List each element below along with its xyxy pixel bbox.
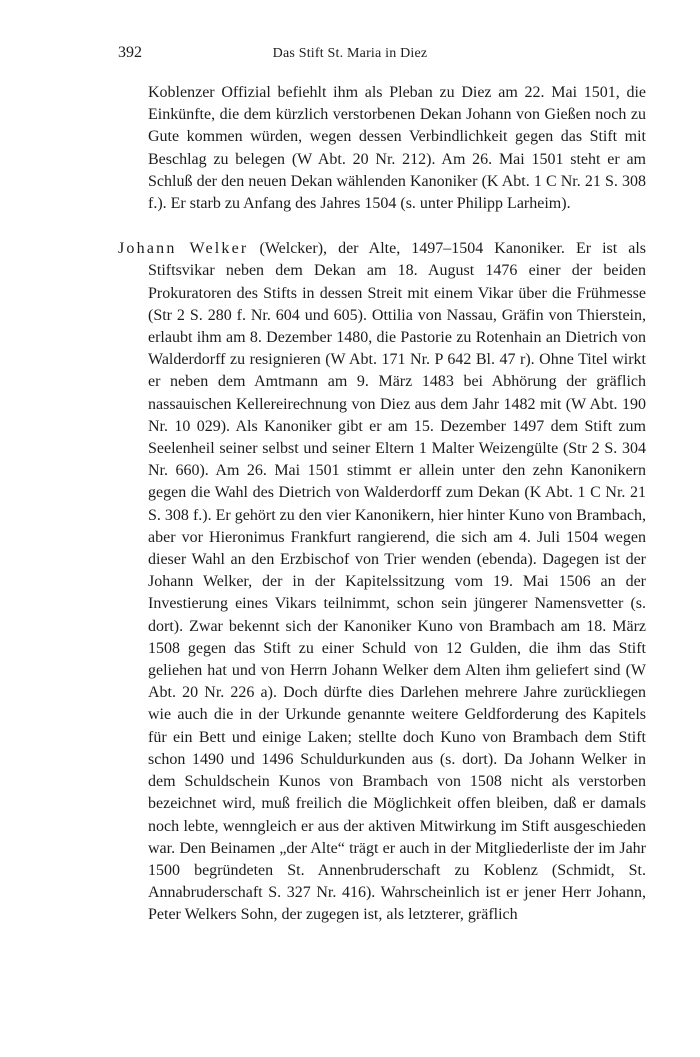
page-number: 392 <box>118 44 142 61</box>
entry-text: (Welcker), der Alte, 1497–1504 Kanoniker. Er ist als Stiftsvikar neben dem Dekan am 18. August 1476 einer der beiden Prokuratoren des Stifts in dessen Streit mit einem Vikar über die Frühmesse (Str 2 S. 280 f. Nr. 604 und 605). Ottilia von Nassau, Gräfin von Thierstein, erlaubt ihm am 8. Dezember 1480, die Pastorie zu Rotenhain an Dietrich von Walderdorff zu resignieren (W Abt. 171 Nr. P 642 Bl. 47 r). Ohne Titel wirkt er neben dem Amtmann am 9. März 1483 bei Abhörung der gräflich nassauischen Kellereirechnung von Diez aus dem Jahr 1482 mit (W Abt. 190 Nr. 10 029). Als Kanoniker gibt er am 15. Dezember 1497 dem Stift zum Seelenheil seiner selbst und seiner Eltern 1 Malter Weizengülte (Str 2 S. 304 Nr. 660). Am 26. Mai 1501 stimmt er allein unter den zehn Kanonikern gegen die Wahl des Dietrich von Walderdorff zum Dekan (K Abt. 1 C Nr. 21 S. 308 f.). Er gehört zu den vier Kanonikern, hier hinter Kuno von Brambach, aber vor Hieronimus Frankfurt rangierend, die sich am 4. Juli 1504 wegen dieser Wahl an den Erzbischof von Trier wenden (ebenda). Dagegen ist der Johann Welker, der in der Kapitelssitzung vom 19. Mai 1506 an der Investierung eines Vikars teilnimmt, schon sein jüngerer Namensvetter (s. dort). Zwar bekennt sich der Kanoniker Kuno von Brambach am 18. März 1508 gegen das Stift zu einer Schuld von 12 Gulden, die ihm das Stift geliehen hat und von Herrn Johann Welker dem Alten ihm geliefert sind (W Abt. 20 Nr. 226 a). Doch dürfte dies Darlehen mehrere Jahre zurückliegen wie auch die in der Urkunde genannte weitere Geldforderung des Kapitels für ein Bett und einige Laken; stellte doch Kuno von Brambach dem Stift schon 1490 und 1496 Schuldurkunden aus (s. dort). Da Johann Welker in dem Schuldschein Kunos von Brambach von 1508 nicht als verstorben bezeichnet wird, muß freilich die Möglichkeit offen bleiben, daß er damals noch lebte, wenngleich er aus der aktiven Mitwirkung im Stift ausgeschieden war. Den Beinamen „der Alte“ trägt er auch in der Mitgliederliste der im Jahr 1500 begründeten St. Annenbruderschaft zu Koblenz (Schmidt, St. Annabruderschaft S. 327 Nr. 416). Wahrscheinlich ist er jener Herr Johann, Peter Welkers Sohn, der zugegen ist, als letzterer, gräflich <box>148 240 646 924</box>
body-text <box>118 82 646 927</box>
paragraph-continuation: Koblenzer Offizial befiehlt ihm als Pleban zu Diez am 22. Mai 1501, die Einkünfte, die dem kürzlich verstorbenen Dekan Johann von Gießen noch zu Gute kommen würden, wegen dessen Verbindlichkeit gegen das Stift mit Beschlag zu belegen (W Abt. 20 Nr. 212). Am 26. Mai 1501 steht er am Schluß der den neuen Dekan wählenden Kanoniker (K Abt. 1 C Nr. 21 S. 308 f.). Er starb zu Anfang des Jahres 1504 (s. unter Philipp Larheim). <box>148 84 646 213</box>
running-title: Das Stift St. Maria in Diez <box>272 46 428 61</box>
entry-name: Johann Welker <box>118 240 249 258</box>
paragraph-entry-johann-welker <box>118 238 646 926</box>
